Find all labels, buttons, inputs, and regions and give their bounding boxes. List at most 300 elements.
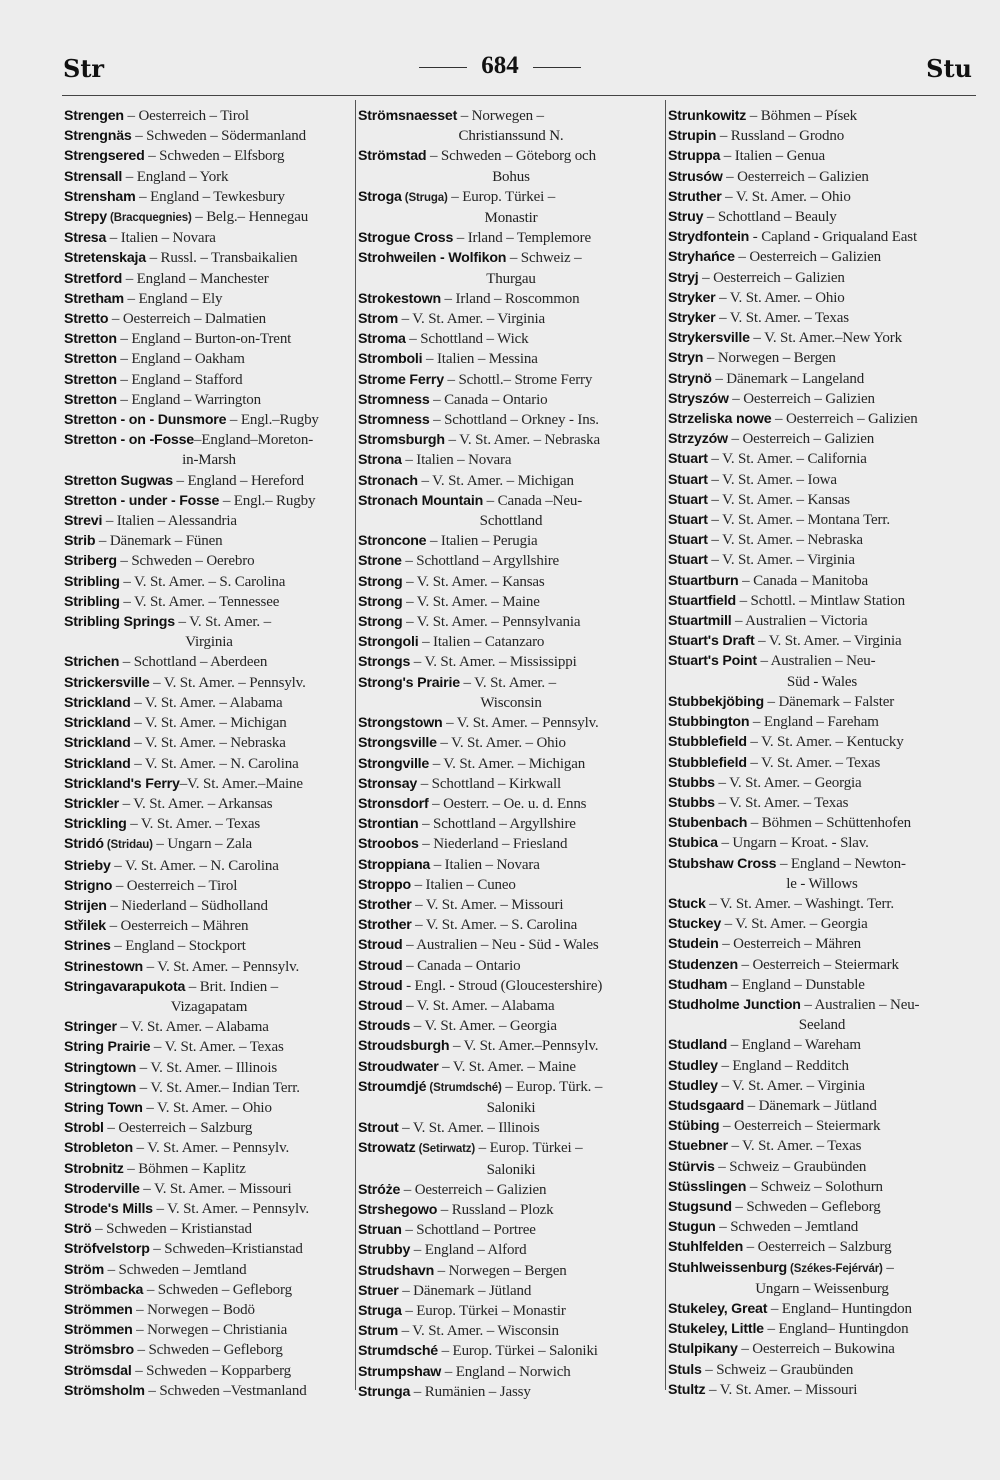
location-path: – England – Redditch: [717, 1057, 849, 1074]
location-path: – England – Fareham: [749, 714, 879, 731]
place-name: Stronsay: [358, 775, 418, 792]
location-path: – Rumänien – Jassy: [410, 1383, 531, 1400]
gazetteer-entry: [358, 1118, 664, 1138]
gazetteer-entry: [668, 571, 976, 591]
place-name: Stretham: [64, 290, 124, 307]
place-name: Stuart's Draft: [668, 633, 755, 650]
gazetteer-entry: [668, 1339, 976, 1359]
location-path: - Engl. - Stroud (Gloucestershire): [402, 977, 603, 994]
location-path: – V. St. Amer. – N. Carolina: [130, 755, 299, 772]
place-name: Studham: [668, 976, 728, 993]
location-path: – V. St. Amer. – Wisconsin: [398, 1323, 559, 1340]
place-name: Struan: [358, 1222, 402, 1239]
place-name: Strona: [358, 452, 402, 469]
location-path: – England – Newton-: [776, 855, 906, 872]
gazetteer-entry: [358, 309, 664, 329]
location-path: – Schweden – Kopparberg: [131, 1362, 292, 1379]
place-name: Stuls: [668, 1361, 702, 1378]
gazetteer-entry: [64, 207, 354, 228]
location-path: – Italien – Messina: [422, 351, 538, 368]
location-path: – V. St. Amer. – Ohio: [142, 1099, 272, 1116]
place-name: Strickland: [64, 715, 131, 732]
gazetteer-entry: [358, 794, 664, 814]
gazetteer-entry: [64, 673, 354, 693]
place-name: Stübing: [668, 1118, 720, 1135]
place-name: Stroudwater: [358, 1058, 439, 1075]
gazetteer-entry: [64, 612, 354, 632]
location-path: – V. St. Amer. – Virginia: [707, 552, 855, 569]
gazetteer-entry: [64, 834, 354, 855]
location-path: –England–Moreton-: [194, 432, 314, 449]
gazetteer-entry: [64, 733, 354, 753]
location-path: – Schweden – Kristianstad: [91, 1221, 252, 1238]
gazetteer-entry: [668, 1217, 976, 1237]
place-name: Strokestown: [358, 290, 441, 307]
place-name: Stuck: [668, 895, 706, 912]
location-path: – Europ. Türkei – Monastir: [401, 1302, 566, 1319]
place-name: Strobleton: [64, 1140, 133, 1157]
entry-continuation: Thurgau: [486, 270, 536, 287]
location-path: – V. St. Amer. – Texas: [150, 1039, 284, 1056]
gazetteer-entry: [358, 1341, 664, 1361]
place-name: Strohweilen - Wolfikon: [358, 250, 507, 267]
location-path: – V. St. Amer. – Alabama: [402, 997, 555, 1014]
gazetteer-entry: [668, 389, 976, 409]
location-path: – Oesterreich – Galizien: [728, 390, 875, 407]
gazetteer-entry: [64, 269, 354, 289]
place-name: Strensall: [64, 168, 123, 185]
location-path: – Schottl.– Strome Ferry: [443, 371, 593, 388]
gazetteer-entry: [64, 126, 354, 146]
place-name: Strib: [64, 533, 96, 550]
gazetteer-entry: [358, 390, 664, 410]
place-name: Strogue Cross: [358, 230, 454, 247]
gazetteer-entry: [358, 1382, 664, 1402]
place-name: Strömbacka: [64, 1281, 144, 1298]
gazetteer-entry: [668, 1237, 976, 1257]
entry-continuation: Christianssund N.: [458, 128, 564, 145]
gazetteer-entry: [668, 914, 976, 934]
place-name: Strickland: [64, 694, 131, 711]
gazetteer-entry: [64, 856, 354, 876]
gazetteer-entry: [64, 1078, 354, 1098]
location-path: – V. St. Amer. – Nebraska: [444, 432, 600, 449]
gazetteer-entry: [64, 814, 354, 834]
location-path: – England – Stafford: [116, 371, 243, 388]
location-path: – Italien – Novara: [106, 230, 216, 247]
gazetteer-entry: [668, 995, 976, 1015]
gazetteer-entry: [64, 106, 354, 126]
location-path: – Schweiz –: [506, 250, 582, 267]
place-name: Strupin: [668, 128, 717, 145]
entry-continuation: Saloniki: [486, 1099, 536, 1116]
location-path: – Engl.–Rugby: [226, 412, 319, 429]
gazetteer-entry: [64, 1340, 354, 1360]
place-name: Strode's Mills: [64, 1200, 153, 1217]
gazetteer-entry: [358, 814, 664, 834]
gazetteer-entry: [668, 793, 976, 813]
place-name: Stukeley, Little: [668, 1321, 764, 1338]
place-name: Strömsnaesset: [358, 108, 458, 124]
location-path: – Europ. Türk. –: [501, 1078, 603, 1095]
location-path: – Oesterreich – Salzburg: [743, 1239, 892, 1256]
location-path: – V. St. Amer. –: [459, 674, 556, 691]
place-name: Strickland's Ferry: [64, 775, 180, 792]
gazetteer-entry: [668, 227, 976, 247]
location-path: – Schweden – Elfsborg: [144, 148, 285, 165]
gazetteer-entry: [64, 1138, 354, 1158]
place-name: Strudshavn: [358, 1262, 435, 1279]
place-name: Strong's Prairie: [358, 674, 460, 691]
gazetteer-entry: [358, 713, 664, 733]
place-name: Stretton - under - Fosse: [64, 492, 220, 509]
gazetteer-entry: [668, 692, 976, 712]
place-name: Stubica: [668, 835, 718, 852]
gazetteer-entry: [668, 975, 976, 995]
place-name: Strepy: [64, 209, 107, 226]
location-path: – Oesterreich – Galizien: [727, 431, 875, 448]
location-path: – England – Burton-on-Trent: [116, 331, 292, 348]
place-name: Stróże: [358, 1181, 401, 1198]
location-path: – V. St. Amer. – Michigan: [417, 472, 574, 489]
location-path: – V. St. Amer. – Alabama: [130, 694, 283, 711]
location-path: – V. St. Amer. – Kentucky: [746, 734, 904, 751]
place-name: Stuartburn: [668, 572, 739, 589]
gazetteer-entry: [668, 146, 976, 166]
gazetteer-entry: [358, 572, 664, 592]
location-path: – Norwegen –: [457, 108, 544, 124]
gazetteer-entry: [358, 592, 664, 612]
place-name: Stryker: [668, 310, 716, 327]
gazetteer-entry: [358, 855, 664, 875]
location-path: – Schweden – Gefleborg: [731, 1198, 881, 1215]
place-name: Stuart: [668, 532, 708, 549]
location-path: – Dänemark – Jütland: [398, 1282, 532, 1299]
location-path: – England– Huntingdon: [767, 1300, 912, 1317]
column-2: [358, 106, 664, 1402]
gazetteer-entry: [358, 935, 664, 955]
gazetteer-entry: [668, 934, 976, 954]
location-path: – V. St. Amer. – Michigan: [130, 715, 287, 732]
place-name: Stromsburgh: [358, 432, 445, 449]
gazetteer-entry: [64, 1098, 354, 1118]
gazetteer-entry: [668, 631, 976, 651]
gazetteer-entry: [668, 288, 976, 308]
place-name: Stroumdjé: [358, 1078, 427, 1095]
place-name: Strongsville: [358, 735, 437, 752]
place-name: Stüsslingen: [668, 1178, 747, 1195]
location-path: – Schottland – Argyllshire: [401, 553, 560, 570]
alt-name: (Struga): [401, 191, 448, 204]
place-name: Stretton: [64, 351, 117, 368]
place-name: Ström: [64, 1261, 104, 1278]
gazetteer-entry: [668, 1116, 976, 1136]
location-path: – Europ. Türkei –: [475, 1140, 583, 1157]
location-path: - Capland - Griqualand East: [749, 229, 917, 246]
place-name: Stryhańce: [668, 249, 735, 266]
gazetteer-entry: [64, 1260, 354, 1280]
gazetteer-entry: [668, 1360, 976, 1380]
location-path: – V. St. Amer. – N. Carolina: [110, 857, 279, 874]
location-path: – V. St. Amer. – Pennsylv.: [143, 958, 300, 975]
place-name: Stuart: [668, 552, 708, 569]
gazetteer-entry: [64, 896, 354, 916]
place-name: String Town: [64, 1099, 143, 1116]
location-path: – V. St. Amer. – Virginia: [754, 633, 902, 650]
location-path: – V. St. Amer. – S. Carolina: [411, 917, 578, 934]
location-path: – Dänemark – Langeland: [711, 370, 865, 387]
gazetteer-entry: [64, 1361, 354, 1381]
gazetteer-entry: [668, 328, 976, 348]
location-path: – Schweden – Oerebro: [116, 553, 255, 570]
place-name: Stuart: [668, 451, 708, 468]
place-name: Strichen: [64, 654, 120, 671]
location-path: – Oesterreich – Salzburg: [103, 1120, 253, 1137]
place-name: Strömsdal: [64, 1362, 132, 1379]
location-path: – Schweden – Jemtland: [715, 1219, 859, 1236]
location-path: – V. St. Amer. – Montana Terr.: [707, 512, 891, 529]
location-path: – V. St. Amer. – Texas: [727, 1138, 862, 1155]
rule-left: [419, 67, 467, 68]
place-name: Strumdsché: [358, 1343, 438, 1360]
place-name: Stretford: [64, 270, 123, 287]
location-path: – Dänemark – Fünen: [95, 533, 223, 550]
place-name: Stroud: [358, 937, 403, 954]
place-name: String Prairie: [64, 1039, 151, 1056]
location-path: – V. St. Amer. – Kansas: [402, 573, 545, 590]
place-name: Stuartmill: [668, 613, 732, 630]
gazetteer-entry: [64, 1199, 354, 1219]
alt-name: (Bracquegnies): [106, 212, 192, 225]
place-name: Stubbington: [668, 714, 750, 731]
gazetteer-entry: [358, 289, 664, 309]
place-name: Stringtown: [64, 1059, 137, 1076]
gazetteer-entry: [668, 167, 976, 187]
location-path: – Italien – Cuneo: [410, 876, 516, 893]
location-path: – Russl. – Transbaikalien: [145, 250, 298, 267]
place-name: Stubenbach: [668, 815, 748, 832]
location-path: – Schweden – Gefleborg: [133, 1342, 283, 1359]
gazetteer-entry: [358, 875, 664, 895]
location-path: – Italien – Perugia: [426, 533, 538, 550]
location-path: – V. St. Amer. – Washingt. Terr.: [705, 895, 895, 912]
location-path: – Oesterreich – Galizien: [734, 249, 881, 266]
location-path: – V. St. Amer. – Nebraska: [707, 532, 863, 549]
place-name: Stringtown: [64, 1079, 137, 1096]
location-path: – V. St. Amer. – Pennsylvania: [402, 614, 581, 631]
place-name: Stryker: [668, 289, 716, 306]
gazetteer-entry: [64, 1239, 354, 1259]
place-name: Stuart: [668, 471, 708, 488]
location-path: – V. St. Amer. – Alabama: [116, 1019, 269, 1036]
gazetteer-entry: [668, 854, 976, 874]
location-path: – Oesterreich – Tirol: [123, 108, 249, 124]
place-name: Strickler: [64, 795, 119, 812]
place-name: Stretton Sugwas: [64, 472, 173, 489]
place-name: Stulpikany: [668, 1341, 738, 1358]
gazetteer-entry: [668, 591, 976, 611]
location-path: – Schweden –Vestmanland: [144, 1382, 307, 1399]
header-rule: [62, 95, 976, 96]
place-name: Stuhlfelden: [668, 1239, 744, 1256]
place-name: Stryn: [668, 350, 704, 367]
gazetteer-entry: [64, 754, 354, 774]
location-path: –V. St. Amer.–Maine: [179, 775, 303, 792]
place-name: Stromness: [358, 412, 430, 429]
gazetteer-entry: [668, 1076, 976, 1096]
gazetteer-entry: [358, 1362, 664, 1382]
location-path: – Oesterreich – Mähren: [105, 918, 249, 935]
place-name: Struther: [668, 188, 722, 205]
place-name: Strobl: [64, 1120, 104, 1137]
place-name: Studenzen: [668, 956, 738, 973]
place-name: Stubbekjöbing: [668, 693, 764, 710]
place-name: Strieby: [64, 857, 111, 874]
gazetteer-entry: [668, 753, 976, 773]
gazetteer-entry: [668, 712, 976, 732]
alt-name: (Stridau): [103, 839, 153, 852]
gazetteer-entry: [64, 916, 354, 936]
location-path: – Oesterreich – Steiermark: [737, 956, 899, 973]
location-path: – Oesterreich – Tirol: [112, 877, 238, 894]
gazetteer-entry: [64, 228, 354, 248]
location-path: – Italien – Alessandria: [102, 513, 237, 530]
location-path: – Europ. Türkei – Saloniki: [438, 1343, 598, 1360]
place-name: Stretton: [64, 331, 117, 348]
gazetteer-entry: [64, 410, 354, 430]
gazetteer-entry: [358, 1016, 664, 1036]
place-name: Stretton - on -Fosse: [64, 432, 194, 449]
gazetteer-entry: [64, 1381, 354, 1401]
gazetteer-entry: [64, 349, 354, 369]
place-name: Stukeley, Great: [668, 1300, 768, 1317]
place-name: Stribling: [64, 573, 120, 590]
alt-name: (Setirwatz): [415, 1143, 476, 1156]
gazetteer-entry: [668, 651, 976, 671]
location-path: – Böhmen – Schüttenhofen: [747, 815, 911, 832]
gazetteer-entry: [64, 936, 354, 956]
location-path: – V. St. Amer. – Texas: [714, 794, 849, 811]
location-path: – Norwegen – Christiania: [132, 1322, 288, 1339]
gazetteer-entry: [668, 187, 976, 207]
location-path: – Canada –Neu-: [483, 492, 583, 509]
place-name: Stresa: [64, 230, 107, 247]
gazetteer-entry: [668, 1177, 976, 1197]
location-path: – Australien – Neu-: [800, 996, 920, 1013]
running-head-right: Stu: [926, 54, 972, 83]
gazetteer-entry: [358, 1240, 664, 1260]
gazetteer-entry: [64, 774, 354, 794]
place-name: Strengen: [64, 108, 124, 124]
location-path: – V. St. Amer. – Pennsylv.: [152, 1200, 309, 1217]
entry-continuation: Monastir: [484, 210, 538, 227]
place-name: Stroderville: [64, 1180, 140, 1197]
place-name: Stronach Mountain: [358, 492, 484, 509]
place-name: Strykersville: [668, 330, 750, 347]
location-path: – V. St. Amer. – Arkansas: [119, 795, 273, 812]
location-path: – V. St. Amer. – Mississippi: [410, 654, 577, 671]
gazetteer-entry: [358, 632, 664, 652]
gazetteer-entry: [64, 430, 354, 450]
page-number-line: [0, 52, 1000, 80]
location-path: – Norwegen – Bodö: [132, 1301, 255, 1318]
location-path: – Australien – Neu - Süd - Wales: [402, 937, 599, 954]
gazetteer-entry: [64, 1037, 354, 1057]
entry-continuation: Seeland: [798, 1017, 846, 1034]
location-path: – Böhmen – Kaplitz: [123, 1160, 246, 1177]
location-path: – Ungarn – Kroat. - Slav.: [717, 835, 869, 852]
location-path: – Norwegen – Bergen: [703, 350, 836, 367]
gazetteer-entry: [668, 470, 976, 490]
gazetteer-entry: [668, 955, 976, 975]
gazetteer-entry: [64, 329, 354, 349]
gazetteer-entry: [668, 550, 976, 570]
location-path: – Oesterr. – Oe. u. d. Enns: [428, 795, 587, 812]
location-path: – Oesterreich – Mähren: [718, 936, 861, 953]
entry-continuation: Vizagapatam: [170, 998, 248, 1015]
location-path: – Russland – Plozk: [437, 1201, 554, 1218]
location-path: – England – Alford: [410, 1242, 527, 1259]
gazetteer-entry: [668, 894, 976, 914]
place-name: Studley: [668, 1077, 718, 1094]
gazetteer-entry: [668, 813, 976, 833]
gazetteer-entry: [668, 773, 976, 793]
rule-right: [533, 67, 581, 68]
location-path: – Schweiz – Graubünden: [701, 1361, 854, 1378]
alt-name: (Strumdsché): [426, 1081, 502, 1094]
location-path: – Brit. Indien –: [185, 978, 279, 995]
gazetteer-entry: [358, 146, 664, 166]
location-path: – V. St. Amer.–New York: [749, 330, 902, 347]
gazetteer-entry: [358, 1057, 664, 1077]
place-name: Stürvis: [668, 1158, 715, 1175]
location-path: – England – Ely: [123, 290, 223, 307]
gazetteer-entry: [668, 833, 976, 853]
place-name: Strijen: [64, 897, 107, 914]
place-name: Strongville: [358, 755, 430, 772]
place-name: Strzeliska nowe: [668, 411, 772, 428]
place-name: Stroud: [358, 977, 403, 994]
gazetteer-entry: [64, 794, 354, 814]
location-path: – Russland – Grodno: [716, 128, 845, 145]
location-path: – V. St. Amer. –: [174, 614, 271, 631]
place-name: Stretto: [64, 311, 109, 328]
place-name: Strömstad: [358, 148, 427, 165]
location-path: – Oesterreich – Galizien: [771, 411, 918, 428]
place-name: Strickland: [64, 735, 131, 752]
location-path: – V. St. Amer. – California: [707, 451, 867, 468]
place-name: Stronach: [358, 472, 418, 489]
location-path: – V. St. Amer. – Kansas: [707, 491, 850, 508]
location-path: – Canada – Ontario: [402, 957, 521, 974]
gazetteer-entry: [668, 1157, 976, 1177]
location-path: – Schweden – Jemtland: [104, 1261, 247, 1278]
place-name: Strickland: [64, 755, 131, 772]
place-name: Stroppo: [358, 876, 411, 893]
location-path: – England – Wareham: [727, 1037, 861, 1054]
location-path: – V. St. Amer. – Tennessee: [119, 593, 280, 610]
location-path: – Schweden–Kristianstad: [149, 1241, 303, 1258]
gazetteer-entry: [358, 1138, 664, 1159]
gazetteer-entry: [358, 450, 664, 470]
location-path: – V. St. Amer. – Pennsylv.: [132, 1140, 290, 1157]
location-path: – England – Oakham: [116, 351, 245, 368]
gazetteer-entry: [668, 409, 976, 429]
location-path: – England– Huntingdon: [763, 1321, 909, 1338]
gazetteer-entry: [358, 1077, 664, 1098]
place-name: Stuart: [668, 512, 708, 529]
place-name: Stretton: [64, 371, 117, 388]
